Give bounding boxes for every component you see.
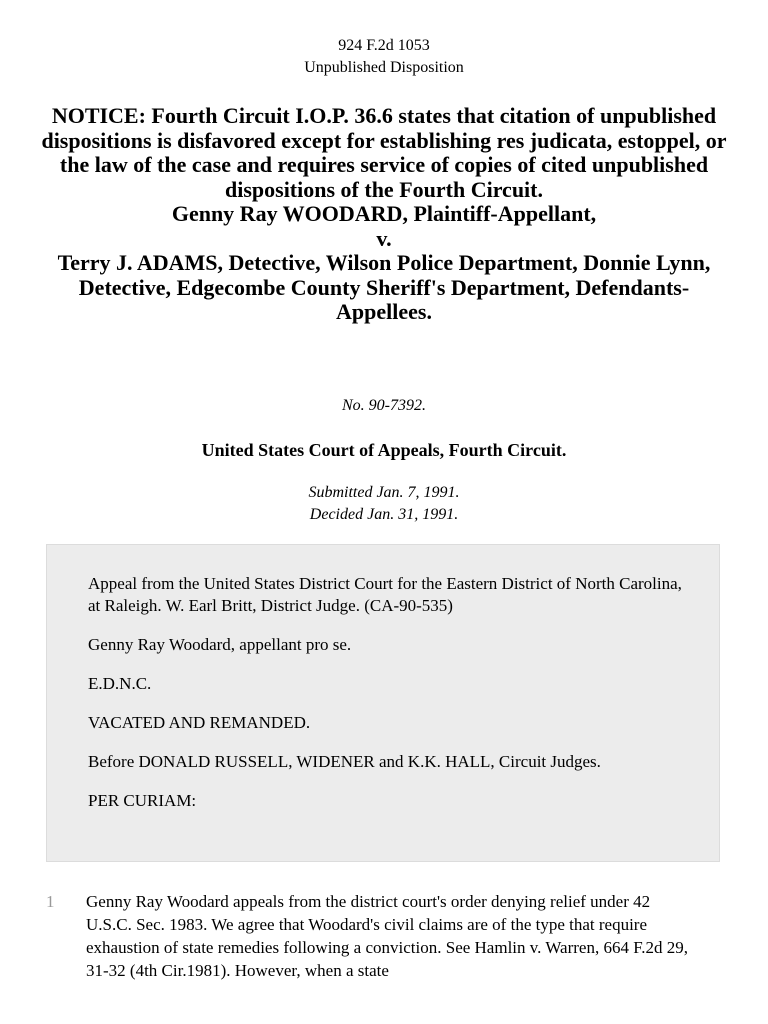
counsel-info: Genny Ray Woodard, appellant pro se. <box>88 635 352 654</box>
case-outcome: VACATED AND REMANDED. <box>88 713 311 732</box>
per-curiam-label: PER CURIAM: <box>88 791 197 810</box>
paragraph-text: Genny Ray Woodard appeals from the district court's order denying relief under 42 U.S.C. Sec. 1983. We agree that Woodard's civil claims are of the type that require exhaustion of state remedies following a conviction. See Hamlin v. Warren, 664 F.2d 29, 31-32 (4th Cir.1981). However, when a state <box>86 892 689 980</box>
court-name: United States Court of Appeals, Fourth Circuit. <box>201 440 567 460</box>
judge-panel: Before DONALD RUSSELL, WIDENER and K.K. HALL, Circuit Judges. <box>88 752 601 771</box>
disposition-label: Unpublished Disposition <box>304 59 464 76</box>
case-title <box>40 104 728 325</box>
citation: 924 F.2d 1053 <box>338 37 430 54</box>
appeal-info: Appeal from the United States District Court for the Eastern District of North Carolina, at Raleigh. W. Earl Britt, District Judge. (CA-90-535) <box>88 574 682 615</box>
case-summary-box <box>46 544 720 862</box>
case-dates <box>0 482 768 526</box>
appellees-names: Terry J. ADAMS, Detective, Wilson Police Department, Donnie Lynn, Detective, Edgecombe County Sheriff's Department, Defendants-Appellees. <box>57 250 711 324</box>
paragraph-number: 1 <box>46 892 55 911</box>
versus-label: v. <box>376 225 392 251</box>
appellant-name: Genny Ray WOODARD, Plaintiff-Appellant, <box>171 201 597 226</box>
district-abbrev: E.D.N.C. <box>88 674 152 693</box>
docket-number: No. 90-7392. <box>342 397 426 414</box>
notice-text: NOTICE: Fourth Circuit I.O.P. 36.6 states that citation of unpublished dispositions is disfavored except for establishing res judicata, estoppel, or the law of the case and requires service of copies of cited unpublished dispositions of the Fourth Circuit. <box>41 103 727 202</box>
document-header <box>0 35 768 79</box>
submitted-date: Submitted Jan. 7, 1991. <box>308 484 460 501</box>
decided-date: Decided Jan. 31, 1991. <box>309 506 459 523</box>
